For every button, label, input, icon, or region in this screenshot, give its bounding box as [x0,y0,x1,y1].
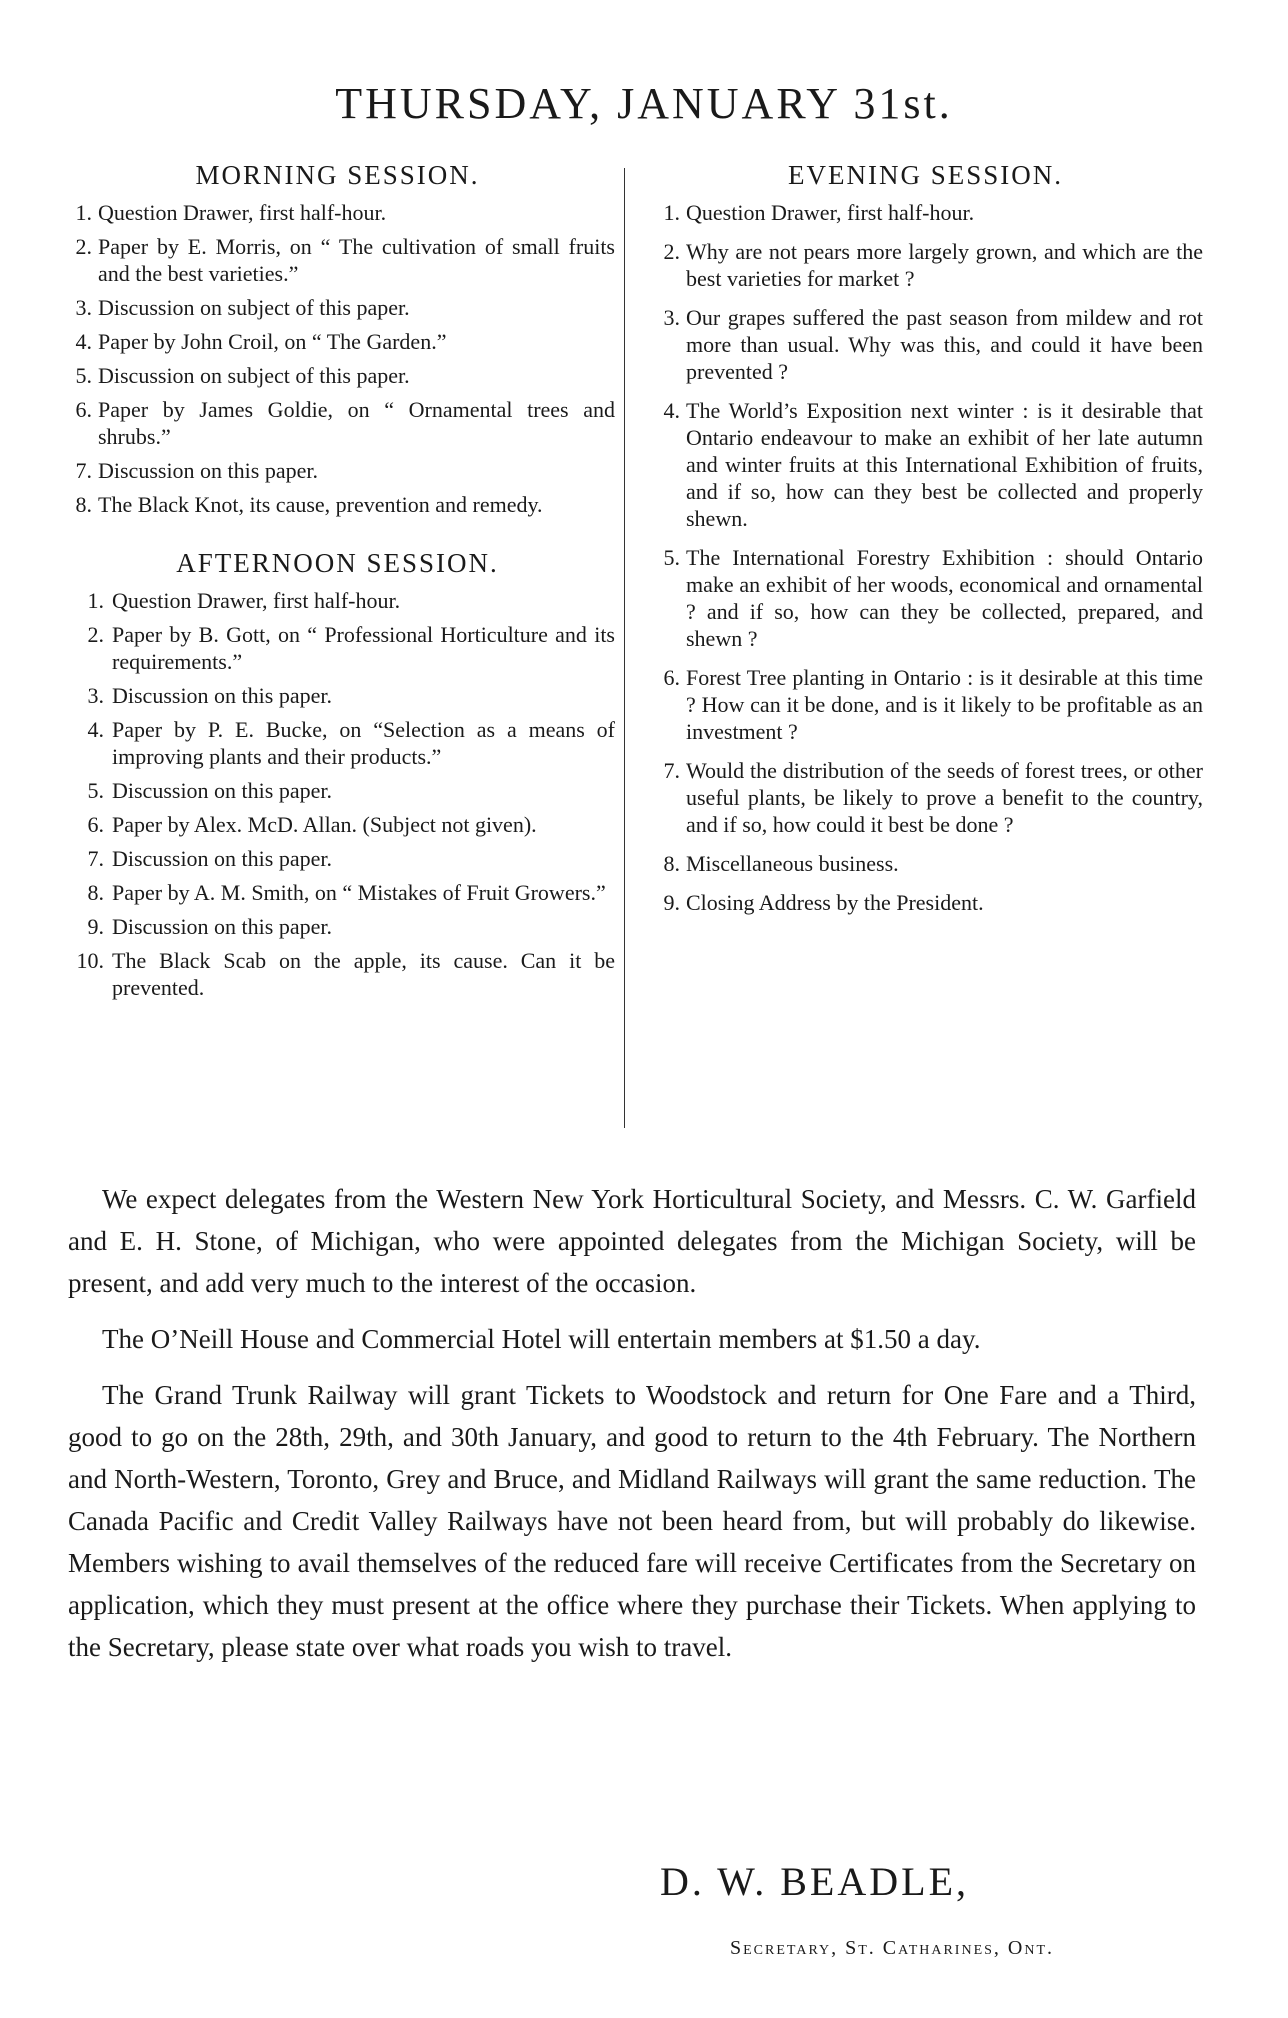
list-item [60,328,615,355]
item-text: Question Drawer, first half-hour. [98,200,387,225]
signature-name: D. W. BEADLE, [660,1859,969,1904]
item-text: Discussion on this paper. [112,778,332,803]
railway-paragraph: The Grand Trunk Railway will grant Tickets to Woodstock and return for One Fare and a Third, good to go on the 28th, 29th, and 30th January, and good to return to the 4th February. The Northern and North-Western, Toronto, Grey and Bruce, and Midland Railways will grant the same reduction. The Canada Pacific and Credit Valley Railways have not been heard from, but will probably do likewise. Members wishing to avail themselves of the reduced fare will receive Certificates from the Secretary on application, which they must present at the office where they purchase their Tickets. When applying to the Secretary, please state over what roads you wish to travel. [68,1380,1196,1662]
item-number: 6. [75,397,92,422]
item-number: 3. [87,683,104,708]
item-text: Our grapes suffered the past season from mildew and rot more than usual. Why was this, and could it have been prevented ? [686,305,1203,384]
list-item [60,811,615,838]
item-text: The International Forestry Exhibition : should Ontario make an exhibit of her woods, economical and ornamental ? and if so, how can they be collected, prepared, and shewn ? [686,545,1203,651]
afternoon-session [60,548,615,1001]
list-item [60,587,615,614]
item-text: Would the distribution of the seeds of forest trees, or other useful plants, be likely to prove a benefit to the country, and if so, how could it best be done ? [686,758,1203,837]
item-number: 4. [663,398,680,423]
list-item [60,777,615,804]
morning-session [60,160,615,518]
item-number: 3. [75,295,92,320]
item-text: Discussion on this paper. [112,846,332,871]
item-text: Paper by E. Morris, on “ The cultivation of small fruits and the best varieties.” [98,234,615,286]
item-number: 8. [87,880,104,905]
item-number: 6. [87,812,104,837]
item-text: Discussion on subject of this paper. [98,295,410,320]
item-number: 5. [663,545,680,570]
evening-session [648,160,1203,916]
right-column [648,160,1203,928]
list-item [648,757,1203,838]
evening-session-title: EVENING SESSION. [788,160,1063,190]
item-text: Paper by Alex. McD. Allan. (Subject not given). [112,812,537,837]
item-text: Closing Address by the President. [686,890,984,915]
list-item [648,397,1203,532]
item-number: 5. [75,363,92,388]
evening-items [648,199,1203,916]
list-item [60,233,615,287]
item-text: Discussion on this paper. [112,683,332,708]
announcement-text [68,1178,1196,1682]
list-item [60,682,615,709]
item-text: The Black Knot, its cause, prevention and remedy. [98,492,543,517]
item-text: Paper by B. Gott, on “ Professional Horticulture and its requirements.” [112,622,615,674]
item-number: 6. [663,665,680,690]
item-number: 1. [87,588,104,613]
item-number: 8. [663,851,680,876]
item-number: 1. [663,200,680,225]
item-text: Discussion on this paper. [98,458,318,483]
item-number: 7. [663,758,680,783]
item-number: 4. [75,329,92,354]
signature-title: Secretary, St. Catharines, Ont. [730,1937,1055,1959]
list-item [648,850,1203,877]
item-text: Paper by John Croil, on “ The Garden.” [98,329,447,354]
item-number: 9. [663,890,680,915]
list-item [60,294,615,321]
afternoon-session-title: AFTERNOON SESSION. [176,548,499,578]
item-number: 10. [76,948,104,973]
list-item [60,845,615,872]
item-text: The World’s Exposition next winter : is it desirable that Ontario endeavour to make an exhibit of her late autumn and winter fruits at this International Exhibition of fruits, and if so, how can they best be collected and properly shewn. [686,398,1203,531]
list-item [60,396,615,450]
item-number: 8. [75,492,92,517]
item-text: Why are not pears more largely grown, and which are the best varieties for market ? [686,239,1203,291]
item-text: Discussion on subject of this paper. [98,363,410,388]
column-divider [624,168,625,1128]
left-column [60,160,615,1008]
list-item [60,491,615,518]
item-text: Miscellaneous business. [686,851,899,876]
item-text: Discussion on this paper. [112,914,332,939]
list-item [648,199,1203,226]
item-text: The Black Scab on the apple, its cause. Can it be prevented. [112,948,615,1000]
morning-session-title: MORNING SESSION. [195,160,480,190]
list-item [648,664,1203,745]
list-item [648,889,1203,916]
item-number: 3. [663,305,680,330]
item-text: Question Drawer, first half-hour. [112,588,401,613]
list-item [648,238,1203,292]
list-item [60,199,615,226]
list-item [648,304,1203,385]
list-item [60,621,615,675]
item-text: Forest Tree planting in Ontario : is it desirable at this time ? How can it be done, and is it likely to be profitable as an investment ? [686,665,1203,744]
item-number: 2. [75,234,92,259]
page-title: THURSDAY, JANUARY 31st. [335,79,953,128]
item-text: Question Drawer, first half-hour. [686,200,975,225]
list-item [60,362,615,389]
item-number: 4. [87,717,104,742]
item-number: 7. [75,458,92,483]
item-text: Paper by James Goldie, on “ Ornamental trees and shrubs.” [98,397,615,449]
item-number: 5. [87,778,104,803]
list-item [60,716,615,770]
morning-items [60,199,615,518]
list-item [60,879,615,906]
afternoon-items [60,587,615,1001]
list-item [60,457,615,484]
item-number: 2. [663,239,680,264]
delegates-paragraph: We expect delegates from the Western New York Horticultural Society, and Messrs. C. W. Garfield and E. H. Stone, of Michigan, who were appointed delegates from the Michigan Society, will be present, and add very much to the interest of the occasion. [68,1184,1196,1298]
item-text: Paper by P. E. Bucke, on “Selection as a means of improving plants and their products.” [112,717,615,769]
item-number: 2. [87,622,104,647]
item-number: 1. [75,200,92,225]
list-item [60,947,615,1001]
list-item [648,544,1203,652]
item-text: Paper by A. M. Smith, on “ Mistakes of Fruit Growers.” [112,880,606,905]
item-number: 7. [87,846,104,871]
list-item [60,913,615,940]
hotel-paragraph: The O’Neill House and Commercial Hotel will entertain members at $1.50 a day. [102,1324,981,1354]
item-number: 9. [87,914,104,939]
